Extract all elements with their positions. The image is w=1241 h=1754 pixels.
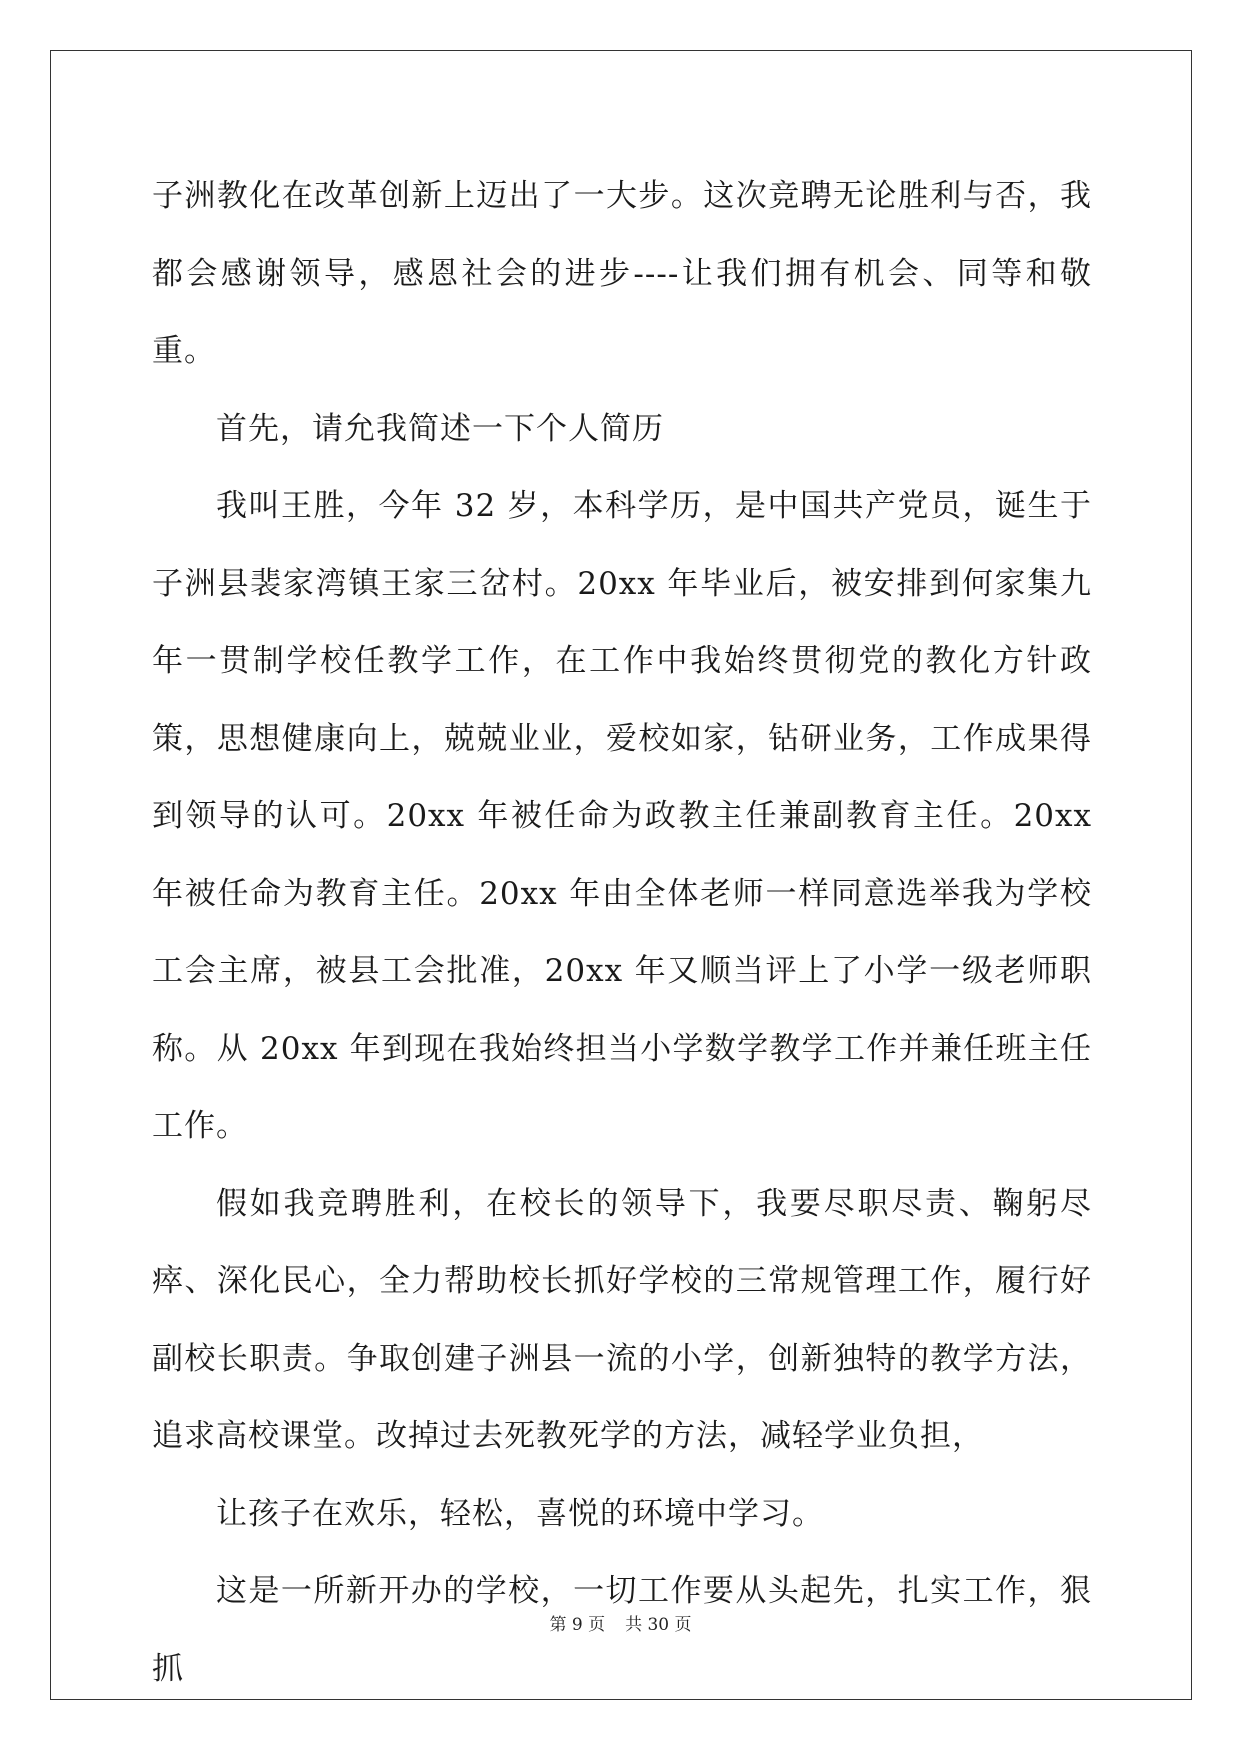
page-total: 共 30 页: [625, 1615, 692, 1635]
document-body: [152, 158, 1092, 1708]
paragraph-6: 这是一所新开办的学校，一切工作要从头起先，扎实工作，狠抓: [152, 1573, 1092, 1687]
paragraph-4: 假如我竞聘胜利，在校长的领导下，我要尽职尽责、鞠躬尽瘁、深化民心，全力帮助校长抓好学校的三常规管理工作，履行好副校长职责。争取创建子洲县一流的小学，创新独特的教学方法，追求高校课堂。改掉过去死教死学的方法，减轻学业负担，: [152, 1185, 1092, 1454]
page-footer: [0, 1610, 1241, 1635]
paragraph-1: 子洲教化在改革创新上迈出了一大步。这次竞聘无论胜利与否，我都会感谢领导，感恩社会的进步----让我们拥有机会、同等和敬重。: [152, 178, 1092, 369]
paragraph-2: 首先，请允我简述一下个人简历: [216, 410, 664, 447]
paragraph-5: 让孩子在欢乐，轻松，喜悦的环境中学习。: [216, 1495, 824, 1532]
page-number: 第 9 页: [549, 1615, 606, 1635]
paragraph-3: 我叫王胜，今年 32 岁，本科学历，是中国共产党员，诞生于子洲县裴家湾镇王家三岔村。20xx 年毕业后，被安排到何家集九年一贯制学校任教学工作，在工作中我始终贯彻党的教化方针政策，思想健康向上，兢兢业业，爱校如家，钻研业务，工作成果得到领导的认可。20xx 年被任命为政教主任兼副教育主任。20xx 年被任命为教育主任。20xx 年由全体老师一样同意选举我为学校工会主席，被县工会批准，20xx 年又顺当评上了小学一级老师职称。从 20xx 年到现在我始终担当小学数学教学工作并兼任班主任工作。: [152, 488, 1092, 1144]
